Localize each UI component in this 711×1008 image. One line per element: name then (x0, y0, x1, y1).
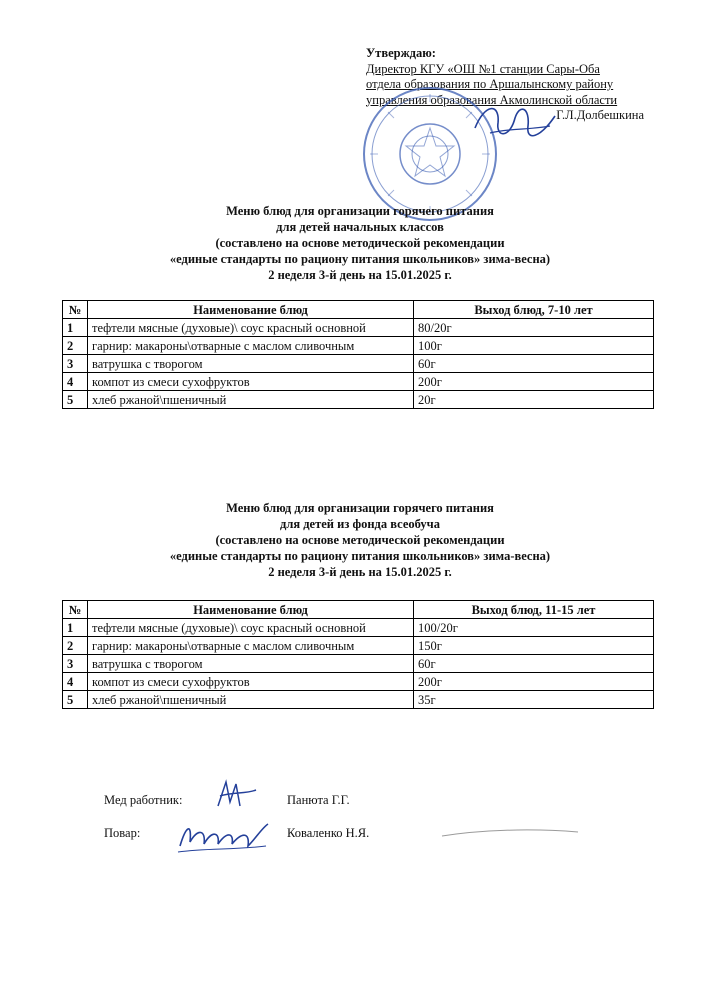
header-num: № (63, 601, 88, 619)
menu2-table (62, 600, 654, 709)
pencil-mark-icon (440, 826, 580, 838)
header-dish: Наименование блюд (88, 301, 414, 319)
approval-signatory: Г.Л.Долбешкина (556, 108, 644, 122)
row-yield: 80/20г (414, 319, 654, 337)
medic-label: Мед работник: (104, 793, 183, 807)
header-yield: Выход блюд, 11-15 лет (414, 601, 654, 619)
row-num: 1 (63, 619, 88, 637)
table-row (63, 655, 654, 673)
menu1-title-line: (составлено на основе методической рекомендации (215, 236, 505, 250)
approval-line-director: Директор КГУ «ОШ №1 станции Сары-Оба (366, 61, 600, 76)
approval-line-department: отдела образования по Аршалынскому району (366, 77, 614, 91)
row-num: 4 (63, 373, 88, 391)
row-yield: 100г (414, 337, 654, 355)
header-yield: Выход блюд, 7-10 лет (414, 301, 654, 319)
table-row (63, 319, 654, 337)
menu2-title-line: для детей из фонда всеобуча (280, 517, 440, 531)
table-row (63, 355, 654, 373)
menu2-title-line: 2 неделя 3-й день на 15.01.2025 г. (268, 565, 452, 579)
row-yield: 60г (414, 355, 654, 373)
row-dish: гарнир: макароны\отварные с маслом сливочным (88, 637, 414, 655)
cook-name: Коваленко Н.Я. (287, 826, 370, 840)
menu1-table (62, 300, 654, 409)
director-signature-icon (470, 98, 560, 148)
row-num: 4 (63, 673, 88, 691)
row-dish: хлеб ржаной\пшеничный (88, 691, 414, 709)
row-yield: 200г (414, 673, 654, 691)
table-row (63, 373, 654, 391)
medic-signature-icon (212, 776, 262, 812)
row-dish: тефтели мясные (духовые)\ соус красный основной (88, 619, 414, 637)
table-header-row (63, 301, 654, 319)
row-dish: ватрушка с творогом (88, 355, 414, 373)
table-row (63, 691, 654, 709)
row-num: 3 (63, 655, 88, 673)
approval-line-administration: управления образования Акмолинской области (366, 92, 618, 107)
row-dish: компот из смеси сухофруктов (88, 673, 414, 691)
row-dish: хлеб ржаной\пшеничный (88, 391, 414, 409)
menu1-title-line: «единые стандарты по рациону питания школьников» зима-весна) (169, 252, 551, 266)
row-dish: компот из смеси сухофруктов (88, 373, 414, 391)
menu2-title (120, 500, 600, 580)
menu2-title-line: Меню блюд для организации горячего питания (226, 501, 494, 515)
menu1-title (120, 203, 600, 283)
medic-name: Панюта Г.Г. (287, 793, 350, 807)
row-num: 5 (63, 691, 88, 709)
approval-heading: Утверждаю: (366, 46, 436, 60)
row-dish: тефтели мясные (духовые)\ соус красный основной (88, 319, 414, 337)
row-num: 3 (63, 355, 88, 373)
menu1-title-line: для детей начальных классов (276, 220, 444, 234)
row-dish: гарнир: макароны\отварные с маслом сливочным (88, 337, 414, 355)
row-yield: 200г (414, 373, 654, 391)
header-dish: Наименование блюд (88, 601, 414, 619)
menu1-title-line: 2 неделя 3-й день на 15.01.2025 г. (268, 268, 452, 282)
row-yield: 20г (414, 391, 654, 409)
row-yield: 60г (414, 655, 654, 673)
cook-label: Повар: (104, 826, 141, 840)
table-row (63, 619, 654, 637)
table-header-row (63, 601, 654, 619)
header-num: № (63, 301, 88, 319)
row-dish: ватрушка с творогом (88, 655, 414, 673)
table-row (63, 337, 654, 355)
row-num: 5 (63, 391, 88, 409)
menu2-title-line: (составлено на основе методической рекомендации (215, 533, 505, 547)
row-yield: 35г (414, 691, 654, 709)
table-row (63, 637, 654, 655)
row-yield: 100/20г (414, 619, 654, 637)
row-num: 2 (63, 637, 88, 655)
row-yield: 150г (414, 637, 654, 655)
cook-signature-icon (176, 816, 272, 856)
menu1-title-line: Меню блюд для организации горячего питания (226, 204, 494, 218)
row-num: 1 (63, 319, 88, 337)
table-row (63, 673, 654, 691)
row-num: 2 (63, 337, 88, 355)
menu2-title-line: «единые стандарты по рациону питания школьников» зима-весна) (169, 549, 551, 563)
table-row (63, 391, 654, 409)
